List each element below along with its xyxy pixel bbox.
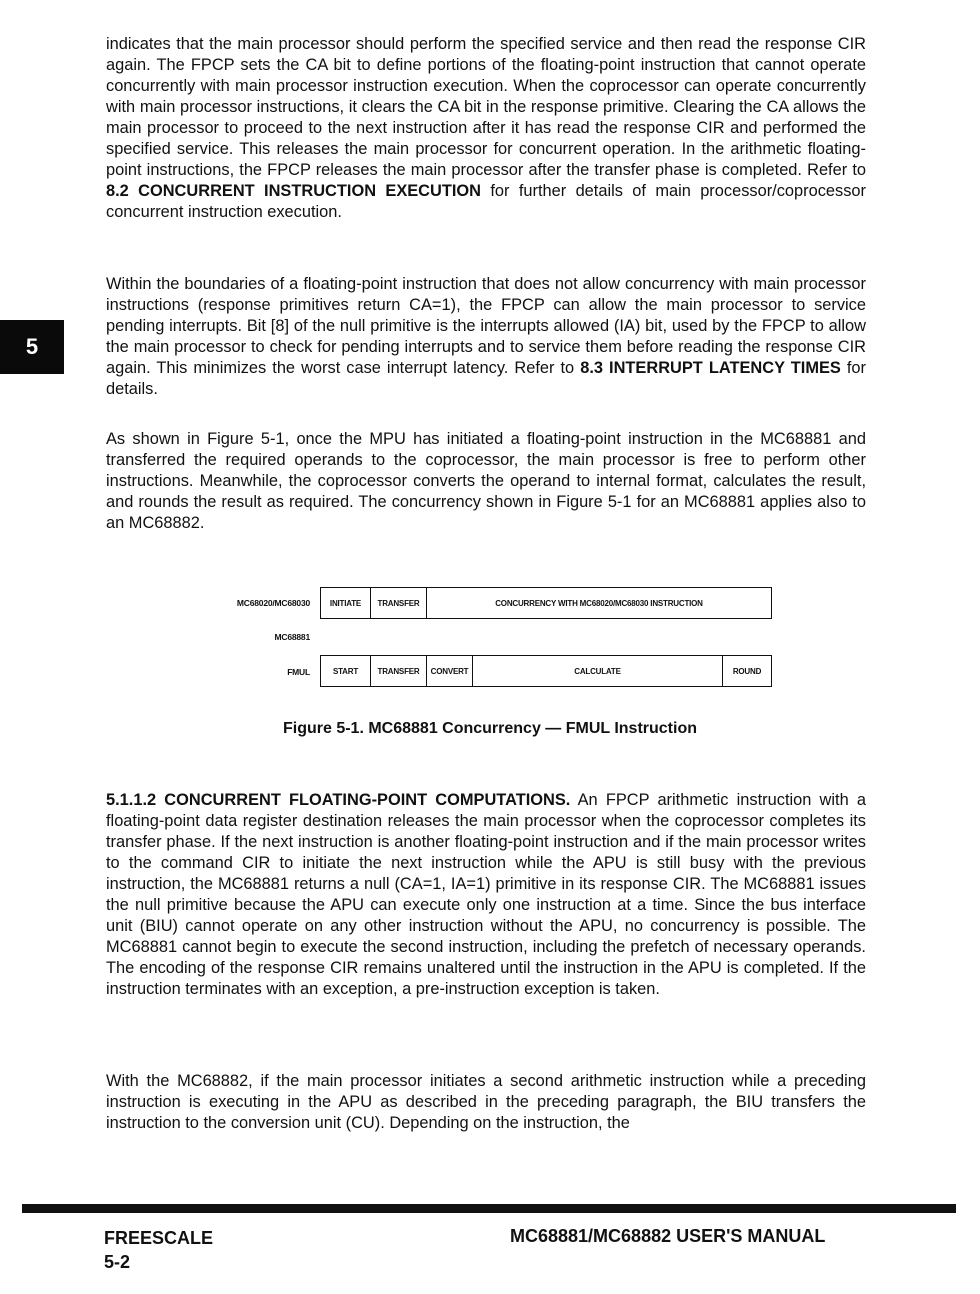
segment-convert: CONVERT — [427, 656, 473, 686]
segment-concurrency: CONCURRENCY WITH MC68020/MC68030 INSTRUCTION — [495, 598, 703, 608]
segment-transfer-fmul: TRANSFER — [371, 656, 427, 686]
section-heading: 5.1.1.2 CONCURRENT FLOATING-POINT COMPUTATIONS. — [106, 791, 571, 809]
row-label-mc68881: MC68881 — [274, 632, 310, 642]
paragraph-4 — [106, 790, 866, 1000]
paragraph-2 — [106, 274, 866, 400]
ref-concurrent-instruction-execution: 8.2 CONCURRENT INSTRUCTION EXECUTION — [106, 182, 482, 200]
paragraph-1-tail: for further details of main processor/coprocessor concurrent instruction execution. — [106, 182, 866, 221]
paragraph-4-text: An FPCP arithmetic instruction with a floating-point data register destination releases the main processor when the coprocessor completes its transfer phase. If the next instruction is another floating-point instruction and if the main processor writes to the command CIR to initiate the next instruction while the APU is still busy with the previous instruction, the MC68881 returns a null (CA=1, IA=1) primitive in its response CIR. The MC68881 issues the null primitive because the APU can execute only one instruction at a time. Since the bus interface unit (BIU) cannot operate on any other instruction without the APU, no concurrency is possible. The MC68881 cannot begin to execute the second instruction, including the prefetch of necessary operands. The encoding of the response CIR remains unaltered until the instruction in the APU is completed. If the instruction terminates with an exception, a pre-instruction exception is taken. — [106, 791, 866, 998]
paragraph-3 — [106, 429, 866, 534]
segment-initiate: INITIATE — [321, 588, 371, 618]
footer-manual-title: MC68881/MC68882 USER'S MANUAL — [510, 1226, 826, 1246]
segment-calculate: CALCULATE — [473, 656, 723, 686]
timeline-fmul — [320, 655, 772, 687]
row-label-fmul: FMUL — [287, 667, 310, 677]
paragraph-2-tail: for details. — [106, 359, 867, 398]
segment-round: ROUND — [732, 666, 762, 676]
footer-left — [104, 1226, 213, 1274]
footer-page-number: 5-2 — [104, 1252, 131, 1272]
figure-caption: Figure 5-1. MC68881 Concurrency — FMUL Instruction — [282, 720, 697, 737]
paragraph-1-text: indicates that the main processor should perform the specified service and then read the response CIR again. The FPCP sets the CA bit to define portions of the floating-point instruction that cannot operate concurrently with main processor instruction execution. When the coprocessor can operate concurrently with main processor instructions, it clears the CA bit in the response primitive. Clearing the CA allows the main processor to proceed to the next instruction after it has read the response CIR and performed the specified service. This releases the main processor for concurrent operation. In the arithmetic floating-point instructions, the FPCP releases the main processor after the transfer phase is completed. Refer to — [106, 35, 866, 179]
footer-publisher: FREESCALE — [104, 1228, 214, 1248]
ref-interrupt-latency-times: 8.3 INTERRUPT LATENCY TIMES — [580, 359, 841, 377]
paragraph-3-text: As shown in Figure 5-1, once the MPU has initiated a floating-point instruction in the MC68881 and transferred the required operands to the coprocessor, the main processor is free to perform other instructions. Meanwhile, the coprocessor converts the operand to internal format, calculates the result, and rounds the result as required. The concurrency shown in Figure 5-1 for an MC68881 applies also to an MC68882. — [106, 430, 866, 532]
paragraph-1 — [106, 34, 866, 223]
footer-rule — [22, 1204, 956, 1213]
paragraph-2-text: Within the boundaries of a floating-point instruction that does not allow concurrency with main processor instructions (response primitives return CA=1), the FPCP can allow the main processor to service pending interrupts. Bit [8] of the null primitive is the interrupts allowed (IA) bit, used by the FPCP to allow the main processor to check for pending interrupts and to service them before reading the response CIR again. This minimizes the worst case interrupt latency. Refer to — [106, 275, 866, 377]
paragraph-5-text: With the MC68882, if the main processor initiates a second arithmetic instruction while a preceding instruction is executing in the APU as described in the preceding paragraph, the BIU transfers the instruction to the conversion unit (CU). Depending on the instruction, the — [106, 1072, 866, 1132]
chapter-tab: 5 — [0, 320, 64, 374]
paragraph-5 — [106, 1071, 866, 1134]
segment-transfer: TRANSFER — [371, 588, 427, 618]
segment-start: START — [321, 656, 371, 686]
row-label-mc68020: MC68020/MC68030 — [236, 598, 310, 608]
timeline-main-processor — [320, 587, 772, 619]
